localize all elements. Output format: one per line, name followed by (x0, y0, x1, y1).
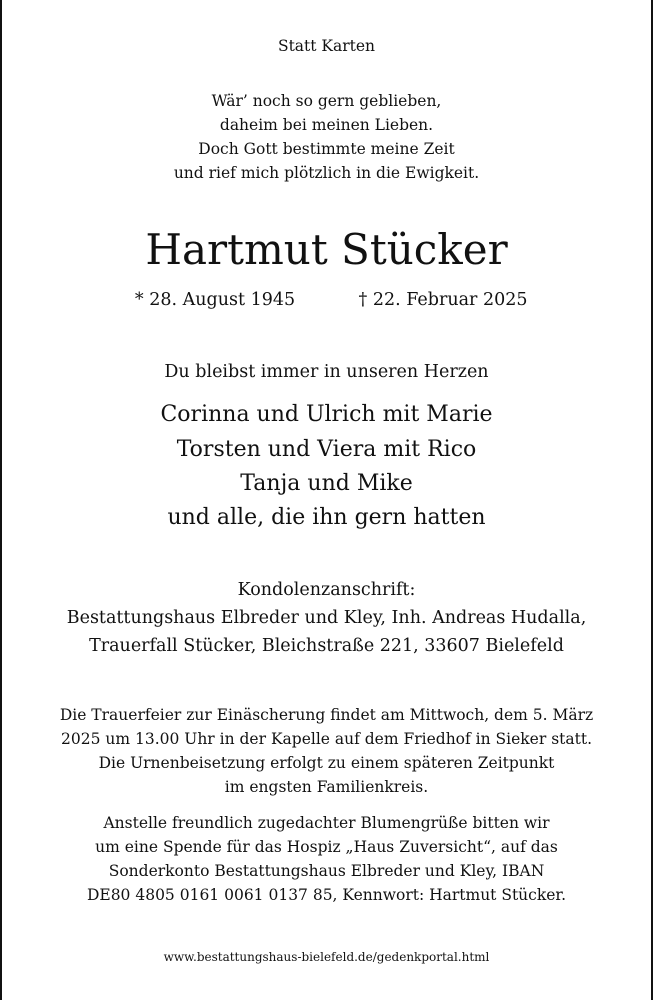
poem-line: Doch Gott bestimmte meine Zeit (198, 140, 455, 158)
header-text: Statt Karten (277, 37, 376, 55)
ceremony-line: Die Urnenbeisetzung erfolgt zu einem späteren Zeitpunkt (98, 754, 555, 772)
motto: Du bleibst immer in unseren Herzen (164, 362, 489, 382)
address-line: Bestattungshaus Elbreder und Kley, Inh. Andreas Hudalla, (66, 608, 587, 628)
deceased-name: Hartmut Stücker (145, 225, 508, 274)
ceremony-line: Die Trauerfeier zur Einäscherung findet am Mittwoch, dem 5. März (59, 706, 594, 724)
poem-line: und rief mich plötzlich in die Ewigkeit. (173, 164, 480, 182)
family-line: und alle, die ihn gern hatten (167, 505, 486, 530)
ceremony-line: im engsten Familienkreis. (224, 778, 429, 796)
death-date: † 22. Februar 2025 (358, 290, 528, 310)
family-line: Torsten und Viera mit Rico (176, 437, 477, 462)
donation-line: um eine Spende für das Hospiz „Haus Zuversicht“, auf das (95, 838, 558, 856)
ceremony-line: 2025 um 13.00 Uhr in der Kapelle auf dem Friedhof in Sieker statt. (60, 730, 593, 748)
donation-line: Anstelle freundlich zugedachter Blumengrüße bitten wir (103, 814, 550, 832)
memorial-url: www.bestattungshaus-bielefeld.de/gedenkportal.html (163, 950, 490, 964)
family-line: Tanja und Mike (240, 471, 413, 496)
poem-line: Wär’ noch so gern geblieben, (211, 92, 442, 110)
family-line: Corinna und Ulrich mit Marie (160, 402, 493, 427)
birth-date: * 28. August 1945 (134, 290, 296, 310)
poem-line: daheim bei meinen Lieben. (219, 116, 434, 134)
address-line: Trauerfall Stücker, Bleichstraße 221, 33607 Bielefeld (89, 636, 564, 656)
donation-line: Sonderkonto Bestattungshaus Elbreder und Kley, IBAN (108, 862, 545, 880)
address-line: Kondolenzanschrift: (237, 580, 416, 600)
donation-line: DE80 4805 0161 0061 0137 85, Kennwort: Hartmut Stücker. (86, 886, 567, 904)
